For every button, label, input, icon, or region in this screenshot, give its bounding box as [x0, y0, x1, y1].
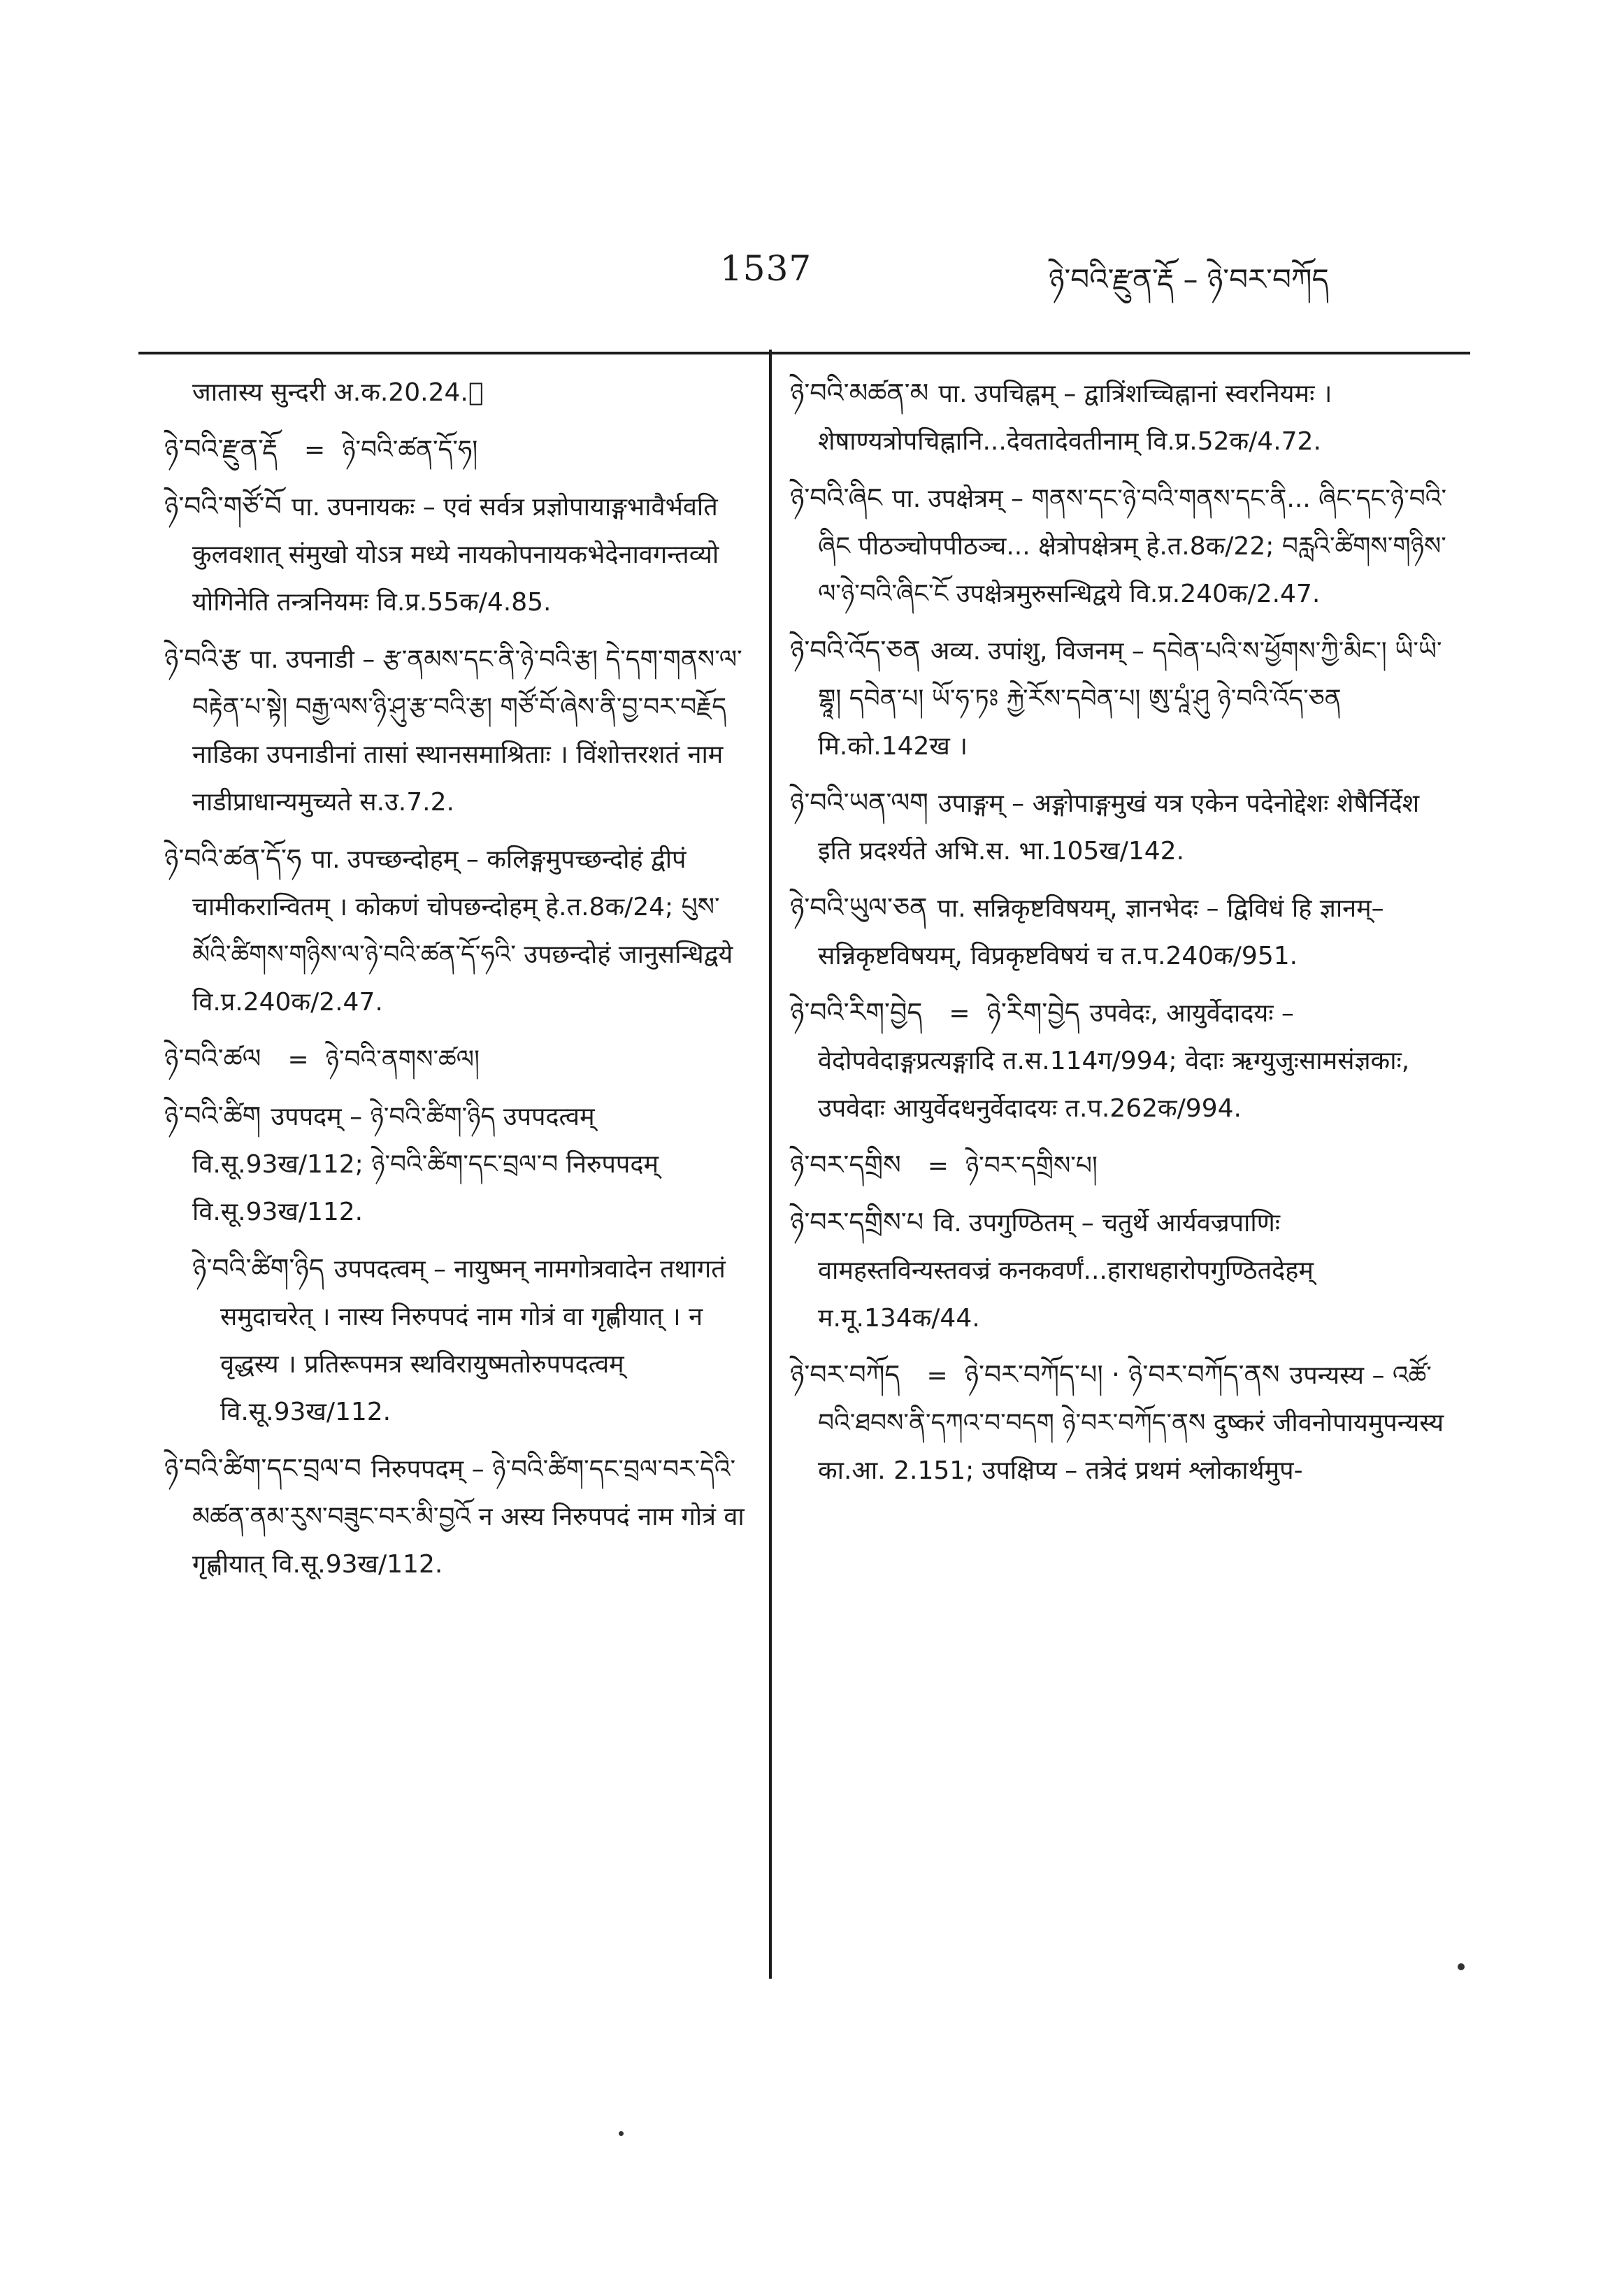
entry-equals: = — [304, 436, 326, 464]
entry-headword: ཉེ་བའི་ཚལ — [164, 1043, 261, 1074]
entry-text: उपच्छन्दोहम् – कलिङ्गमुपच्छन्दोहं द्वीपं चामीकरान्वितम् । कोकणं चोपछन्दोहम् हे.त.8क/24; པུས་མོའི་ཚིགས་གཉིས་ལ་ཉེ་བའི་ཚན་དོ་ཧའི་ उपछन्दोहं जानुसन्धिद्वये वि.प्र.240क/2.47. — [192, 845, 733, 1017]
entry-headword: ཉེ་བར་དགྲིས — [790, 1149, 901, 1180]
entry-headword: ཉེ་བའི་རིག་བྱེད — [790, 997, 923, 1028]
dictionary-entry — [790, 1198, 1454, 1342]
entry-text: सन्निकृष्टविषयम्, ज्ञानभेदः – द्विविधं हि ज्ञानम्–सन्निकृष्टविषयम्, विप्रकृष्टविषयं च त.प.240क/951. — [818, 894, 1384, 970]
column-divider — [769, 350, 772, 1979]
entry-text: उपाङ्गम् – अङ्गोपाङ्गमुखं यत्र एकेन पदेनोद्देशः शेषैर्निर्देश इति प्रदर्श्यते अभि.स. भा.105ख/142. — [818, 789, 1420, 866]
right-column — [790, 369, 1454, 1503]
entry-cross-reference: ཉེ་བར་དགྲིས་པ། — [965, 1152, 1098, 1180]
entry-equals: = — [949, 999, 970, 1028]
dictionary-subentry — [164, 1245, 745, 1436]
entry-abbreviation: अव्य. — [930, 637, 982, 666]
header-rule — [138, 352, 1470, 354]
entry-abbreviation: वि. — [933, 1209, 962, 1238]
entry-headword: ཉེ་བའི་གཙོ་བོ — [164, 491, 282, 522]
entry-headword: ཉེ་བའི་མཚན་མ — [790, 378, 929, 408]
entry-abbreviation: पा. — [250, 645, 279, 674]
scan-speck — [619, 2131, 624, 2136]
entry-text: उपक्षेत्रम् – གནས་དང་ཉེ་བའི་གནས་དང་ནི... ཞིང་དང་ཉེ་བའི་ཞིང पीठञ्चोपपीठञ्च... क्षेत्रोपक्षेत्रम् हे.त.8क/22; བརླའི་ཚིགས་གཉིས་ལ་ཉེ་བའི་ཞིང་ངོ उपक्षेत्रमुरुसन्धिद्वये वि.प्र.240क/2.47. — [818, 485, 1447, 608]
entry-text: जातास्य सुन्दरी अ.क.20.24.᳚ — [192, 378, 484, 407]
page-number: 1537 — [720, 248, 812, 289]
entry-continuation — [164, 369, 745, 417]
entry-headword: ཉེ་བའི་རྩ — [164, 643, 240, 674]
entry-text: उपन्यस्य – འཚོ་བའི་ཐབས་ནི་དཀའ་བ་བདག ཉེ་བར་བཀོད་ནས दुष्करं जीवनोपायमुपन्यस्य का.आ. 2.151; उपक्षिप्य – तत्रेदं प्रथमं श्लोकार्थमुप- — [818, 1361, 1444, 1485]
page-header — [0, 0, 1624, 336]
entry-headword: ཉེ་བར་དགྲིས་པ — [790, 1207, 924, 1238]
dictionary-entry — [790, 1141, 1454, 1190]
entry-text: उपांशु, विजनम् – དབེན་པའི་ས་ཕྱོགས་ཀྱི་མིང་། ཡི་ཡི་གྷཱ། དབེན་པ། ཡོ་ཧ་ཏཿ རྐྱེ་རོས་དབེན་པ། ཨུ་པཱཾ་ཤུ ཉེ་བའི་འོད་ཅན मि.को.142ख । — [818, 637, 1442, 761]
entry-text: उपपदम् – ཉེ་བའི་ཚིག་ཉིད उपपदत्वम् वि.सू.93ख/112; ཉེ་བའི་ཚིག་དང་བྲལ་བ निरुपपदम् वि.सू.93ख/112. — [192, 1103, 659, 1226]
entry-text: निरुपपदम् – ཉེ་བའི་ཚིག་དང་བྲལ་བར་དེའི་མཚན་ནམ་རུས་བཟུང་བར་མི་བྱའོ न अस्य निरुपपदं नाम गोत्रं वा गृह्णीयात् वि.सू.93ख/112. — [192, 1455, 745, 1579]
entry-abbreviation: पा. — [291, 493, 321, 522]
left-column — [164, 369, 745, 1597]
entry-headword: ཉེ་བའི་ཚན་དོ་ཧ — [164, 843, 302, 874]
dictionary-entry — [790, 474, 1454, 618]
dictionary-entry — [790, 369, 1454, 466]
entry-equals: = — [926, 1361, 948, 1390]
dictionary-entry — [790, 779, 1454, 875]
entry-headword: ཉེ་བར་བཀོད — [790, 1359, 900, 1390]
entry-headword: ཉེ་བའི་ཡུལ་ཅན — [790, 892, 928, 923]
entry-abbreviation: पा. — [891, 485, 921, 513]
scan-speck — [1458, 1963, 1465, 1970]
entry-text: उपपदत्वम् – नायुष्मन् नामगोत्रवादेन तथागतं समुदाचरेत् । नास्य निरुपपदं नाम गोत्रं वा गृह्णीयात् । न वृद्धस्य । प्रतिरूपमत्र स्थविरायुष्मतोरुपपदत्वम् वि.सू.93ख/112. — [220, 1255, 726, 1426]
entry-abbreviation: पा. — [938, 380, 968, 408]
entry-headword: ཉེ་བའི་ཞིང — [790, 482, 882, 513]
entry-text: उपगुण्ठितम् – चतुर्थे आर्यवज्रपाणिः वामहस्तविन्यस्तवज्रं कनकवर्णं...हाराधहारोपगुण्ठितदेहम् म.मू.134क/44. — [818, 1209, 1314, 1333]
dictionary-entry — [164, 635, 745, 826]
entry-text: उपनायकः – एवं सर्वत्र प्रज्ञोपायाङ्गभावैर्भवति कुलवशात् संमुखो योऽत्र मध्ये नायकोपनायकभेदेनावगन्तव्यो योगिनेति तन्त्रनियमः वि.प्र.55क/4.85. — [192, 493, 719, 617]
entry-headword: ཉེ་བའི་འོད་ཅན — [790, 635, 921, 666]
dictionary-entry — [790, 989, 1454, 1133]
dictionary-entry — [790, 884, 1454, 980]
entry-cross-reference: ཉེ་རིག་བྱེད — [986, 997, 1080, 1028]
entry-cross-reference: ཉེ་བའི་ཚན་དོ་ཧ། — [342, 436, 478, 464]
dictionary-entry — [164, 482, 745, 626]
entry-headword: ཉེ་བའི་ཡན་ལག — [790, 787, 928, 818]
entry-headword: ཉེ་བའི་ཚིག — [164, 1101, 261, 1131]
entry-headword: ཉེ་བའི་ཚིག་ཉིད — [192, 1253, 324, 1284]
dictionary-entry — [164, 425, 745, 474]
entry-text: उपचिह्नम् – द्वात्रिंशच्चिह्नानां स्वरनियमः । शेषाण्यत्रोपचिह्नानि...देवतादेवतीनाम् वि.प्र.52क/4.72. — [818, 380, 1332, 456]
entry-text: उपनाडी – རྩ་ནམས་དང་ནི་ཉེ་བའི་རྩ། དེ་དག་གནས་ལ་བརྟེན་པ་སྟེ། བརྒྱ་ལས་ཉི་ཤུ་རྩ་བའི་རྩ། གཙོ་བོ་ཞེས་ནི་བྱ་བར་བརྗོད नाडिका उपनाडीनां तासां स्थानसमाश्रिताः । विंशोत्तरशतं नाम नाडीप्राधान्यमुच्यते स.उ.7.2. — [192, 645, 742, 817]
entry-headword: ཉེ་བའི་རྫུན་རྡོ — [164, 433, 278, 464]
entry-equals: = — [927, 1152, 949, 1180]
dictionary-entry — [164, 835, 745, 1026]
dictionary-entry — [790, 1351, 1454, 1495]
running-head: ཉེ་བའི་རྫུན་རྡོ – ཉེ་བར་བཀོད — [1049, 262, 1329, 296]
dictionary-entry — [790, 626, 1454, 770]
entry-text: उपवेदः, आयुर्वेदादयः – वेदोपवेदाङ्गप्रत्यङ्गादि त.स.114ग/994; वेदाः ऋग्युजुःसामसंज्ञकाः, उपवेदाः आयुर्वेदधनुर्वेदादयः त.प.262क/994. — [818, 999, 1410, 1123]
dictionary-entry — [164, 1092, 745, 1236]
dictionary-entry — [164, 1444, 745, 1589]
dictionary-entry — [164, 1035, 745, 1084]
entry-cross-reference: ཉེ་བའི་ནགས་ཚལ། — [325, 1045, 480, 1074]
entry-equals: = — [287, 1045, 309, 1074]
entry-headword: ཉེ་བའི་ཚིག་དང་བྲལ་བ — [164, 1453, 361, 1484]
entry-cross-reference: ཉེ་བར་བཀོད་པ། · ཉེ་བར་བཀོད་ནས — [964, 1359, 1280, 1390]
entry-abbreviation: पा. — [937, 894, 966, 923]
entry-abbreviation: पा. — [311, 845, 340, 874]
